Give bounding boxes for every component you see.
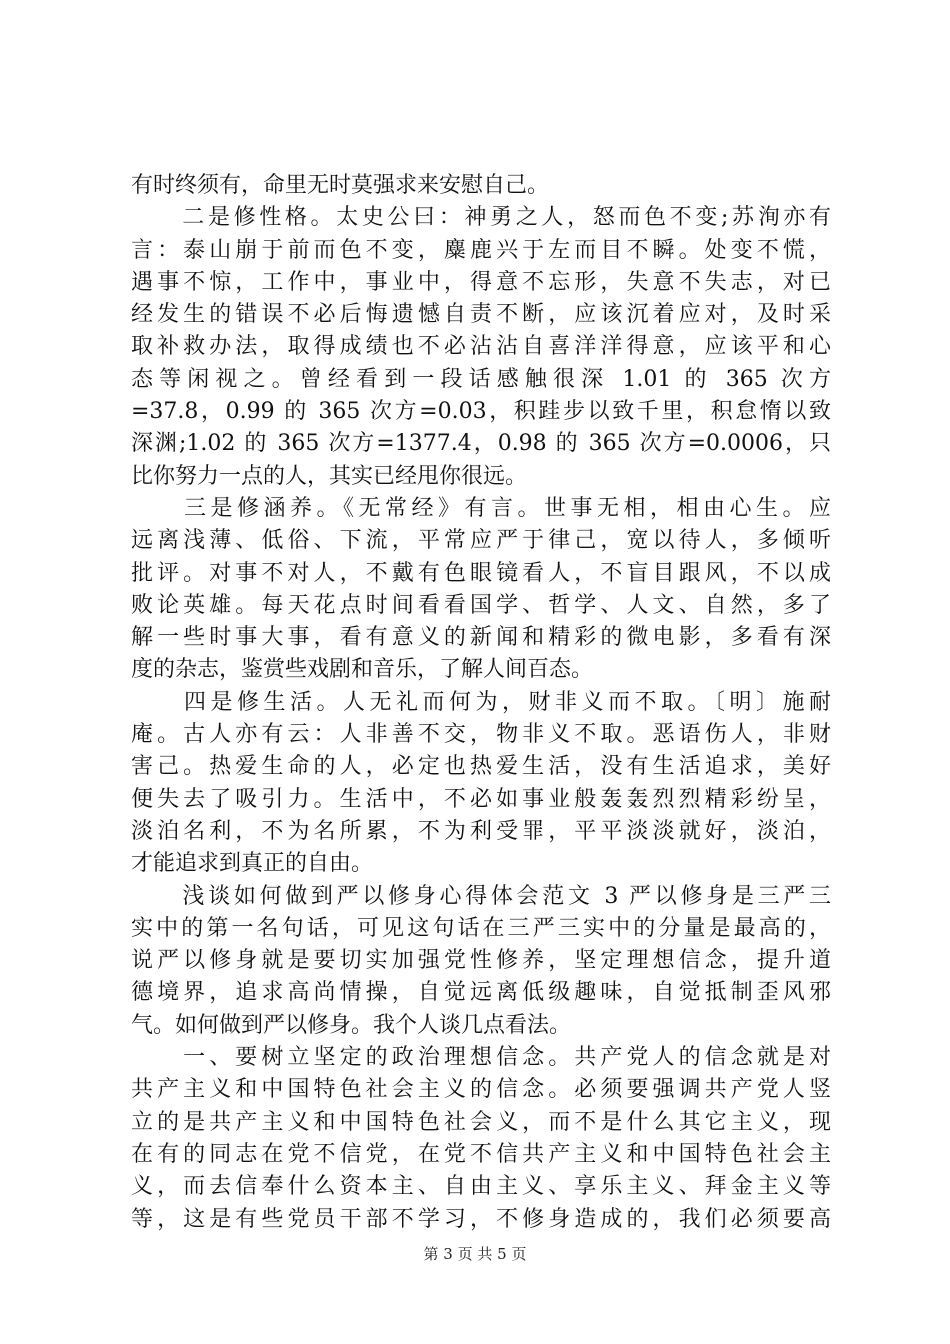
text-line: 言：泰山崩于前而色不变，麋鹿兴于左而目不瞬。处变不慌， — [131, 237, 831, 263]
text-line: 共产主义和中国特色社会主义的信念。必须要强调共产党人竖 — [131, 1077, 831, 1103]
text-line: 实中的第一名句话，可见这句话在三严三实中的分量是最高的， — [131, 915, 831, 941]
text-line: 有时终须有，命里无时莫强求来安慰自己。 — [131, 173, 550, 198]
text-line: 态等闲视之。曾经看到一段话感触很深 1.01 的 365 次方 — [131, 366, 831, 392]
text-line: 气。如何做到严以修身。我个人谈几点看法。 — [131, 1012, 572, 1038]
text-line: 庵。古人亦有云：人非善不交，物非义不取。恶语伤人，非财 — [131, 722, 831, 748]
text-line: 在有的同志在党不信党，在党不信共产主义和中国特色社会主 — [131, 1141, 831, 1167]
text-line: 三是修涵养。《无常经》有言。世事无相，相由心生。应 — [131, 495, 831, 521]
text-line: 淡泊名利，不为名所累，不为利受罪，平平淡淡就好，淡泊， — [131, 818, 831, 844]
text-line: 解一些时事大事，看有意义的新闻和精彩的微电影，多看有深 — [131, 625, 831, 651]
text-line: 才能追求到真正的自由。 — [131, 851, 374, 877]
text-line: 四是修生活。人无礼而何为，财非义而不取。〔明〕施耐 — [131, 689, 831, 715]
text-line: 经发生的错误不必后悔遗憾自责不断，应该沉着应对，及时采 — [131, 302, 831, 328]
text-line: 远离浅薄、低俗、下流，平常应严于律己，宽以待人，多倾听 — [131, 528, 831, 554]
text-line: 深渊;1.02 的 365 次方=1377.4，0.98 的 365 次方=0.0006，只 — [131, 431, 831, 457]
page-footer — [0, 1244, 950, 1264]
text-line: 害己。热爱生命的人，必定也热爱生活，没有生活追求，美好 — [131, 754, 831, 780]
text-line: =37.8，0.99 的 365 次方=0.03，积跬步以致千里，积怠惰以致 — [131, 399, 831, 425]
text-line: 批评。对事不对人，不戴有色眼镜看人，不盲目跟风，不以成 — [131, 560, 831, 586]
text-line: 败论英雄。每天花点时间看看国学、哲学、人文、自然，多了 — [131, 592, 831, 618]
text-line: 等，这是有些党员干部不学习，不修身造成的，我们必须要高 — [131, 1206, 831, 1232]
text-line: 一、要树立坚定的政治理想信念。共产党人的信念就是对 — [131, 1045, 831, 1071]
text-line: 便失去了吸引力。生活中，不必如事业般轰轰烈烈精彩纷呈， — [131, 786, 831, 812]
text-line: 浅谈如何做到严以修身心得体会范文 3 严以修身是三严三 — [131, 883, 831, 909]
text-line: 说严以修身就是要切实加强党性修养，坚定理想信念，提升道 — [131, 948, 831, 974]
text-line: 二是修性格。太史公曰：神勇之人，怒而色不变;苏洵亦有 — [131, 205, 831, 231]
text-line: 立的是共产主义和中国特色社会义，而不是什么其它主义，现 — [131, 1109, 831, 1135]
text-line: 比你努力一点的人，其实已经甩你很远。 — [131, 463, 528, 489]
body-text — [131, 170, 831, 1236]
text-line: 德境界，追求高尚情操，自觉远离低级趣味，自觉抵制歪风邪 — [131, 980, 831, 1006]
text-line: 取补救办法，取得成绩也不必沾沾自喜洋洋得意，应该平和心 — [131, 334, 831, 360]
text-line: 度的杂志，鉴赏些戏剧和音乐，了解人间百态。 — [131, 657, 594, 683]
page-number-label: 第 3 页 共 5 页 — [423, 1245, 527, 1263]
text-line: 遇事不惊，工作中，事业中，得意不忘形，失意不失志，对已 — [131, 269, 831, 295]
text-line: 义，而去信奉什么资本主、自由主义、享乐主义、拜金主义等 — [131, 1174, 831, 1200]
